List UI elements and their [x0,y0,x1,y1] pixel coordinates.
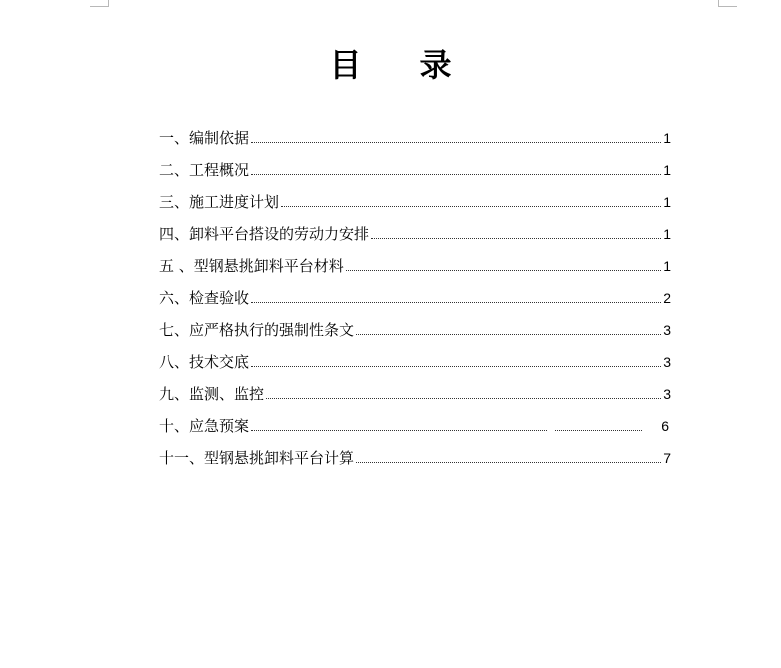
toc-entry-label: 四、卸料平台搭设的劳动力安排 [159,225,370,243]
toc-entry-label: 十一、型钢悬挑卸料平台计算 [159,449,355,467]
toc-dot-leader [356,461,661,463]
toc-entry-label: 七、应严格执行的强制性条文 [159,321,355,339]
toc-entry-label: 三、施工进度计划 [159,193,280,211]
toc-entry-page: 1 [663,130,671,146]
toc-entry-page: 3 [663,386,671,402]
toc-entry[interactable] [159,351,671,383]
toc-entry-label: 五 、型钢悬挑卸料平台材料 [159,257,344,275]
toc-entry-label: 十、应急预案 [159,417,250,435]
toc-dot-leader [371,237,661,239]
table-of-contents [159,127,671,479]
toc-dot-leader [356,333,661,335]
toc-entry[interactable] [159,287,671,319]
toc-dot-leader [251,173,661,175]
toc-entry-page: 1 [663,258,671,274]
toc-entry[interactable] [159,223,671,255]
toc-entry-label: 六、检查验收 [159,289,250,307]
toc-entry[interactable] [159,255,671,287]
toc-entry-page: 3 [663,322,671,338]
toc-dot-leader [251,301,661,303]
page-corner-mark-top-left [90,0,109,7]
toc-entry[interactable] [159,383,671,415]
toc-dot-leader [346,269,661,271]
toc-entry[interactable] [159,447,671,479]
toc-entry[interactable] [159,319,671,351]
toc-dot-leader [555,429,642,431]
page-corner-mark-top-right [718,0,737,7]
toc-dot-leader [251,429,547,431]
toc-entry-page: 1 [663,162,671,178]
toc-entry-label: 九、监测、监控 [159,385,265,403]
toc-title-char-1: 目 [329,46,362,84]
toc-entry-page: 7 [663,450,671,466]
toc-entry[interactable] [159,415,671,447]
toc-dot-leader [266,397,661,399]
toc-dot-leader [251,141,661,143]
toc-entry-label: 八、技术交底 [159,353,250,371]
toc-title [0,40,781,86]
toc-entry-page: 2 [663,290,671,306]
toc-entry-page: 3 [663,354,671,370]
toc-entry-label: 二、工程概况 [159,161,250,179]
toc-entry-page: 1 [663,226,671,242]
toc-entry[interactable] [159,127,671,159]
toc-entry[interactable] [159,159,671,191]
toc-entry-label: 一、编制依据 [159,129,250,147]
toc-dot-leader [281,205,661,207]
toc-entry-page: 6 [661,418,669,434]
toc-dot-leader [251,365,661,367]
toc-title-char-2: 录 [419,46,452,84]
toc-entry[interactable] [159,191,671,223]
toc-entry-page: 1 [663,194,671,210]
